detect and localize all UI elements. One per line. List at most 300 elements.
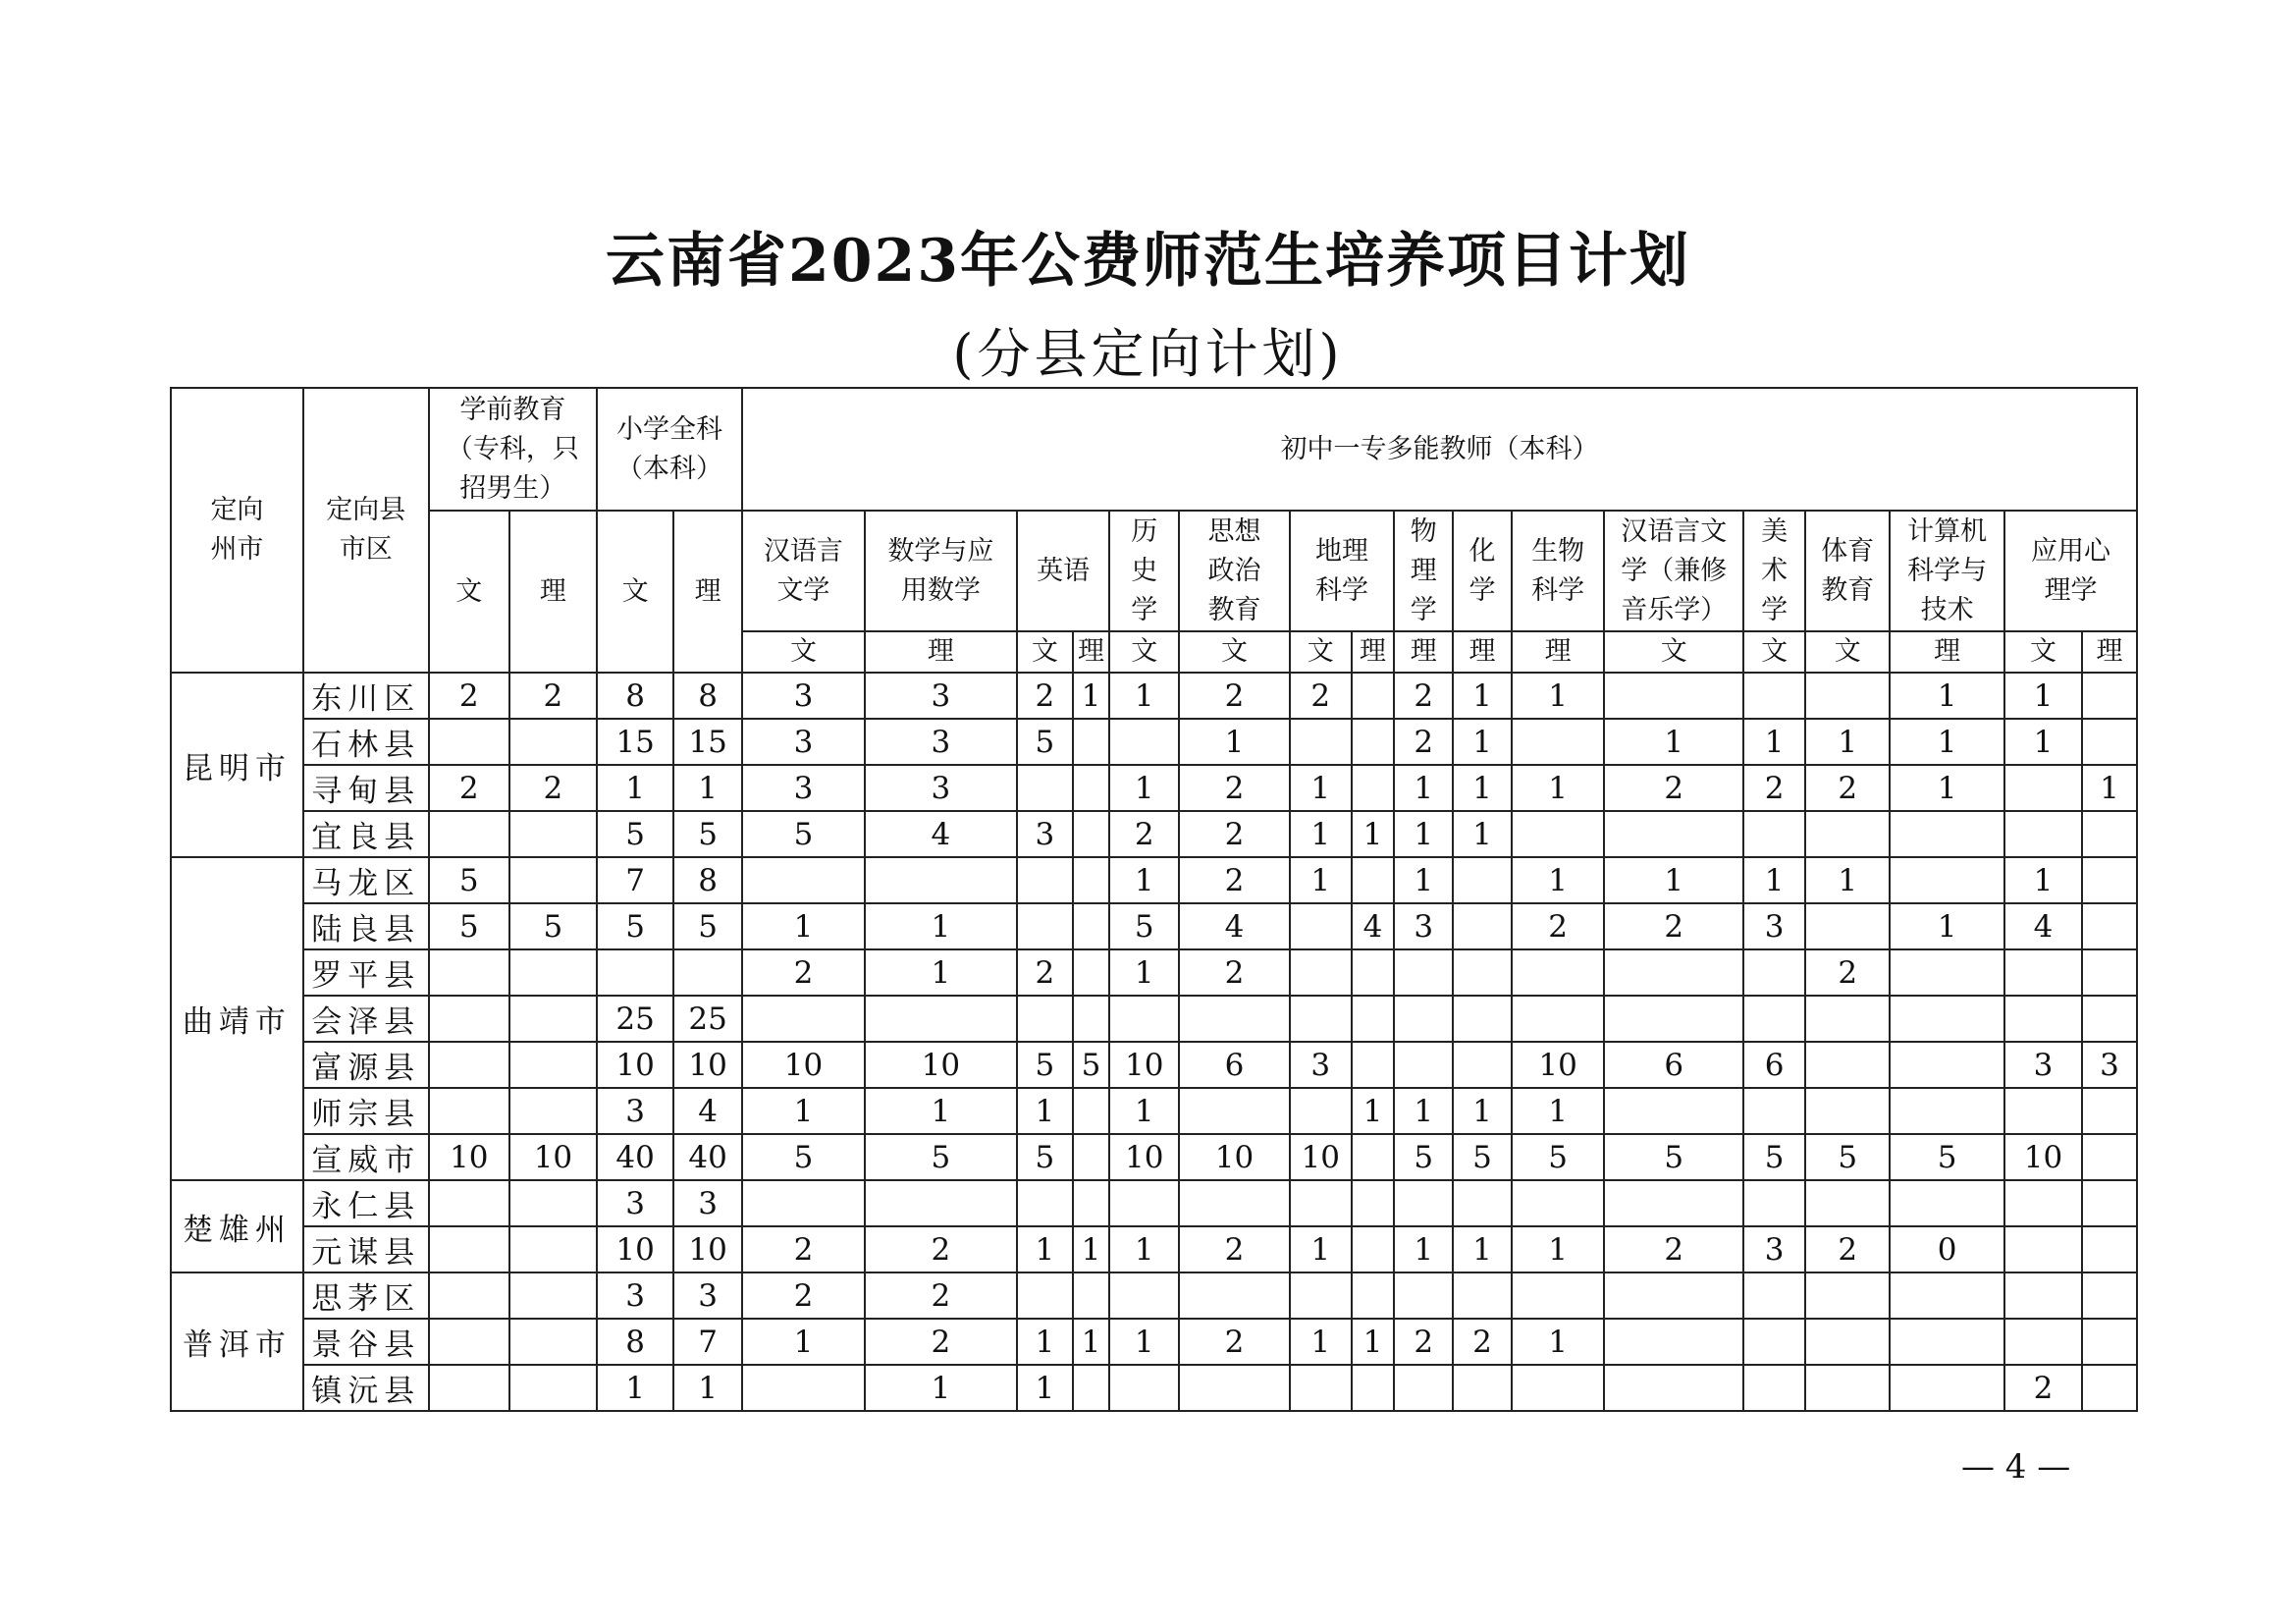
quota-cell [1179,1272,1290,1319]
quota-cell [509,1088,597,1134]
quota-cell: 1 [1290,1226,1352,1272]
table-row [171,1226,2137,1272]
quota-cell [2004,996,2082,1042]
quota-cell: 1 [1890,903,2004,949]
header-junior: 初中一专多能教师（本科） [742,388,2137,511]
table-row [171,1272,2137,1319]
quota-cell: 1 [673,765,742,811]
quota-cell: 1 [1394,1088,1453,1134]
quota-cell: 3 [2004,1042,2082,1088]
quota-cell: 5 [509,903,597,949]
quota-cell [1805,811,1890,857]
quota-cell: 10 [742,1042,865,1088]
quota-cell: 3 [865,765,1017,811]
quota-cell: 1 [1109,857,1179,903]
quota-cell [1890,996,2004,1042]
quota-cell [1890,1319,2004,1365]
quota-cell [1805,1272,1890,1319]
quota-cell [1453,1180,1512,1226]
quota-cell: 2 [1017,673,1073,719]
quota-cell [1805,1088,1890,1134]
quota-cell: 2 [509,765,597,811]
quota-cell [1017,1272,1073,1319]
quota-cell [1890,1272,2004,1319]
quota-cell [1290,1180,1352,1226]
header-sub-label: 文 [1017,631,1073,673]
quota-cell: 3 [597,1088,673,1134]
quota-cell [1604,1319,1743,1365]
header-subject: 思想 政治 教育 [1179,511,1290,631]
quota-cell: 3 [597,1180,673,1226]
header-subject: 地理 科学 [1290,511,1394,631]
quota-cell [1290,1365,1352,1411]
quota-cell [1743,1272,1805,1319]
county-cell: 元谋县 [303,1226,429,1272]
county-cell: 永仁县 [303,1180,429,1226]
quota-cell [1453,996,1512,1042]
quota-cell [429,1226,509,1272]
quota-cell [865,996,1017,1042]
quota-cell [1805,1319,1890,1365]
quota-cell: 8 [673,673,742,719]
quota-cell [1109,1272,1179,1319]
quota-cell: 8 [597,1319,673,1365]
quota-cell: 1 [1394,765,1453,811]
quota-cell: 2 [1179,949,1290,996]
header-subject: 生物 科学 [1512,511,1604,631]
quota-cell [1743,1180,1805,1226]
header-sub-label: 文 [1109,631,1179,673]
quota-cell [1073,765,1110,811]
quota-cell [1512,1180,1604,1226]
quota-cell [742,1365,865,1411]
header-sub-label: 理 [1394,631,1453,673]
quota-cell: 2 [429,673,509,719]
quota-cell: 5 [597,811,673,857]
quota-cell: 1 [1394,1226,1453,1272]
quota-cell [2082,1226,2137,1272]
header-sub-label: 理 [1073,631,1110,673]
quota-cell: 2 [1290,673,1352,719]
quota-cell [1604,673,1743,719]
quota-cell [1352,1134,1395,1180]
header-primary-wen: 文 [597,511,673,673]
county-cell: 宣威市 [303,1134,429,1180]
quota-cell: 3 [865,673,1017,719]
quota-cell [1394,996,1453,1042]
quota-cell: 1 [865,903,1017,949]
quota-cell: 2 [1394,1319,1453,1365]
header-sub-label: 理 [1453,631,1512,673]
quota-cell: 25 [597,996,673,1042]
quota-cell [429,1272,509,1319]
county-cell: 罗平县 [303,949,429,996]
quota-cell [1352,1226,1395,1272]
quota-cell: 1 [1109,1226,1179,1272]
header-sub-label: 理 [1512,631,1604,673]
header-preschool-wen: 文 [429,511,509,673]
page-number: — 4 — [1961,1447,2071,1487]
quota-cell: 1 [1352,1319,1395,1365]
quota-cell: 1 [1512,1226,1604,1272]
header-subject: 汉语言 文学 [742,511,865,631]
quota-cell: 1 [1805,857,1890,903]
quota-cell: 2 [2004,1365,2082,1411]
header-subject: 历 史 学 [1109,511,1179,631]
quota-cell [429,1088,509,1134]
quota-cell [1290,1272,1352,1319]
quota-cell: 5 [1453,1134,1512,1180]
county-cell: 东川区 [303,673,429,719]
header-preschool: 学前教育 （专科，只 招男生） [429,388,597,511]
quota-cell: 5 [429,903,509,949]
quota-cell [2082,996,2137,1042]
quota-cell: 1 [1017,1088,1073,1134]
quota-cell: 2 [742,1272,865,1319]
quota-cell [742,857,865,903]
quota-cell: 6 [1604,1042,1743,1088]
quota-cell: 1 [2082,765,2137,811]
quota-cell [865,1180,1017,1226]
quota-cell [1073,857,1110,903]
quota-cell [1453,1042,1512,1088]
quota-cell: 1 [1453,1088,1512,1134]
quota-cell: 5 [1017,1042,1073,1088]
quota-cell: 1 [673,1365,742,1411]
header-subject: 英语 [1017,511,1109,631]
quota-cell [673,949,742,996]
quota-cell [1290,996,1352,1042]
quota-cell [1073,1088,1110,1134]
quota-cell [1352,1180,1395,1226]
quota-cell [1352,673,1395,719]
quota-cell: 5 [1890,1134,2004,1180]
quota-cell: 2 [1805,1226,1890,1272]
quota-cell [742,1180,865,1226]
header-subject: 数学与应 用数学 [865,511,1017,631]
quota-cell: 5 [597,903,673,949]
county-cell: 陆良县 [303,903,429,949]
quota-cell [1017,765,1073,811]
header-sub-label: 文 [1604,631,1743,673]
quota-cell [2004,1272,2082,1319]
quota-cell [1073,1180,1110,1226]
quota-cell [742,996,865,1042]
quota-cell: 1 [1352,811,1395,857]
quota-cell: 1 [1290,857,1352,903]
quota-cell [2082,1319,2137,1365]
header-sub-label: 文 [2004,631,2082,673]
quota-cell [2004,1319,2082,1365]
quota-cell: 1 [1017,1226,1073,1272]
quota-cell [1453,1365,1512,1411]
quota-cell [1890,1180,2004,1226]
quota-cell: 2 [865,1272,1017,1319]
header-preschool-li: 理 [509,511,597,673]
quota-cell: 5 [1512,1134,1604,1180]
quota-cell [2082,1365,2137,1411]
quota-cell [2004,1180,2082,1226]
quota-cell [1352,949,1395,996]
quota-cell: 3 [673,1180,742,1226]
quota-cell: 2 [1394,673,1453,719]
quota-cell [1512,1272,1604,1319]
quota-cell: 1 [1352,1088,1395,1134]
quota-cell: 10 [673,1042,742,1088]
table-row [171,1088,2137,1134]
quota-cell [1890,949,2004,996]
quota-cell [2004,1226,2082,1272]
quota-cell [509,1319,597,1365]
quota-cell [1290,949,1352,996]
quota-cell: 2 [1805,949,1890,996]
quota-cell: 1 [1890,765,2004,811]
quota-cell: 10 [597,1226,673,1272]
quota-cell: 5 [1017,1134,1073,1180]
quota-cell: 1 [1394,857,1453,903]
quota-cell: 25 [673,996,742,1042]
quota-cell: 1 [1017,1319,1073,1365]
quota-cell: 1 [1512,1088,1604,1134]
quota-cell: 7 [597,857,673,903]
quota-cell: 1 [1017,1365,1073,1411]
quota-cell [2082,811,2137,857]
quota-cell [509,857,597,903]
quota-cell [509,1226,597,1272]
quota-cell: 15 [597,719,673,765]
quota-cell [1453,857,1512,903]
quota-cell: 1 [1743,857,1805,903]
quota-cell [1604,1365,1743,1411]
quota-cell: 1 [865,1365,1017,1411]
quota-cell: 2 [1179,1319,1290,1365]
header-primary-li: 理 [673,511,742,673]
quota-cell [1352,1042,1395,1088]
quota-cell: 1 [1890,673,2004,719]
quota-cell [429,949,509,996]
quota-cell: 1 [1290,811,1352,857]
quota-cell [2082,1134,2137,1180]
quota-cell: 1 [2004,857,2082,903]
quota-cell: 2 [1179,1226,1290,1272]
quota-cell: 1 [1805,719,1890,765]
county-cell: 石林县 [303,719,429,765]
quota-cell [1890,1088,2004,1134]
quota-cell [1394,949,1453,996]
quota-cell: 3 [1290,1042,1352,1088]
quota-cell: 2 [429,765,509,811]
quota-cell: 1 [1604,719,1743,765]
county-cell: 会泽县 [303,996,429,1042]
county-cell: 宜良县 [303,811,429,857]
quota-cell: 3 [1743,1226,1805,1272]
table-row [171,1180,2137,1226]
quota-cell [2082,1272,2137,1319]
prefecture-cell: 昆明市 [171,673,303,857]
quota-cell: 1 [1512,1319,1604,1365]
quota-cell: 5 [1805,1134,1890,1180]
quota-cell: 10 [1109,1134,1179,1180]
table-row [171,949,2137,996]
quota-cell: 2 [1604,765,1743,811]
quota-cell: 3 [2082,1042,2137,1088]
quota-cell: 1 [1512,673,1604,719]
quota-cell [1453,949,1512,996]
quota-cell: 2 [1805,765,1890,811]
prefecture-cell: 曲靖市 [171,857,303,1180]
header-sub-label: 理 [865,631,1017,673]
quota-cell [1352,765,1395,811]
quota-cell: 10 [597,1042,673,1088]
quota-cell: 1 [1109,765,1179,811]
table-row [171,719,2137,765]
quota-cell: 1 [1179,719,1290,765]
table-row [171,765,2137,811]
table-row [171,673,2137,719]
quota-cell [1604,811,1743,857]
quota-cell: 1 [597,765,673,811]
quota-cell [1352,1365,1395,1411]
quota-cell [429,719,509,765]
quota-cell: 1 [1743,719,1805,765]
county-cell: 景谷县 [303,1319,429,1365]
quota-cell: 5 [742,1134,865,1180]
quota-cell: 10 [1290,1134,1352,1180]
quota-cell: 1 [1394,811,1453,857]
header-sub-label: 文 [1805,631,1890,673]
quota-cell: 3 [742,765,865,811]
table-row [171,1134,2137,1180]
quota-cell: 5 [1743,1134,1805,1180]
header-primary: 小学全科 （本科） [597,388,742,511]
county-cell: 师宗县 [303,1088,429,1134]
quota-cell: 2 [1604,1226,1743,1272]
quota-cell: 0 [1890,1226,2004,1272]
quota-cell: 10 [673,1226,742,1272]
quota-cell: 3 [1394,903,1453,949]
quota-cell [429,1042,509,1088]
quota-cell [1890,811,2004,857]
header-sub-label: 理 [2082,631,2137,673]
quota-cell: 5 [742,811,865,857]
quota-cell: 4 [1179,903,1290,949]
quota-cell: 1 [1109,1319,1179,1365]
quota-cell [1394,1180,1453,1226]
quota-cell [1743,949,1805,996]
quota-cell: 3 [742,719,865,765]
header-subject: 汉语言文 学（兼修 音乐学） [1604,511,1743,631]
quota-cell [1805,903,1890,949]
quota-cell [2082,1180,2137,1226]
header-subject: 化 学 [1453,511,1512,631]
quota-cell [2004,1088,2082,1134]
header-sub-label: 文 [1179,631,1290,673]
quota-cell: 1 [1109,1088,1179,1134]
plan-table [170,387,2138,1412]
quota-cell [1743,1365,1805,1411]
quota-cell [1453,1272,1512,1319]
quota-cell: 1 [1512,857,1604,903]
quota-cell: 2 [742,1226,865,1272]
quota-cell [509,1180,597,1226]
quota-cell: 1 [1109,949,1179,996]
quota-cell [1290,719,1352,765]
quota-cell [509,1272,597,1319]
quota-cell: 10 [429,1134,509,1180]
county-cell: 富源县 [303,1042,429,1088]
quota-cell: 1 [1453,673,1512,719]
quota-cell: 5 [1394,1134,1453,1180]
quota-cell [2004,949,2082,996]
quota-cell [1805,1180,1890,1226]
prefecture-cell: 普洱市 [171,1272,303,1411]
quota-cell [1109,1180,1179,1226]
quota-cell [1073,811,1110,857]
quota-cell [1394,1272,1453,1319]
quota-cell: 1 [1109,673,1179,719]
quota-cell [2004,811,2082,857]
quota-cell: 4 [673,1088,742,1134]
quota-cell [1512,996,1604,1042]
quota-cell [1394,1365,1453,1411]
quota-cell: 2 [1109,811,1179,857]
quota-cell: 2 [1512,903,1604,949]
quota-cell: 10 [1109,1042,1179,1088]
quota-cell: 5 [673,811,742,857]
quota-cell: 2 [865,1226,1017,1272]
quota-cell: 5 [673,903,742,949]
quota-cell: 1 [1290,1319,1352,1365]
quota-cell: 1 [597,1365,673,1411]
quota-cell: 2 [1743,765,1805,811]
table-row [171,1365,2137,1411]
quota-cell [509,1042,597,1088]
quota-cell: 1 [865,1088,1017,1134]
quota-cell: 1 [742,903,865,949]
quota-cell: 2 [509,673,597,719]
quota-cell [1604,1180,1743,1226]
quota-cell [2082,949,2137,996]
quota-cell: 40 [673,1134,742,1180]
quota-cell [1179,996,1290,1042]
quota-cell: 5 [1109,903,1179,949]
quota-cell [1604,1272,1743,1319]
quota-cell: 1 [1604,857,1743,903]
quota-cell [1352,719,1395,765]
quota-cell [1073,949,1110,996]
header-subject: 体育 教育 [1805,511,1890,631]
quota-cell [1743,1088,1805,1134]
table-row [171,996,2137,1042]
quota-cell [429,1180,509,1226]
quota-cell [2082,857,2137,903]
quota-cell [509,949,597,996]
header-sub-label: 文 [742,631,865,673]
quota-cell: 5 [429,857,509,903]
quota-cell [1073,719,1110,765]
quota-cell: 8 [597,673,673,719]
quota-cell [1805,1042,1890,1088]
quota-cell: 1 [2004,673,2082,719]
quota-cell [1109,996,1179,1042]
quota-cell [1512,949,1604,996]
quota-cell [1290,903,1352,949]
quota-cell [2082,1088,2137,1134]
quota-cell [1073,1134,1110,1180]
quota-cell [1179,1365,1290,1411]
quota-cell [1453,903,1512,949]
header-sub-label: 理 [1352,631,1395,673]
